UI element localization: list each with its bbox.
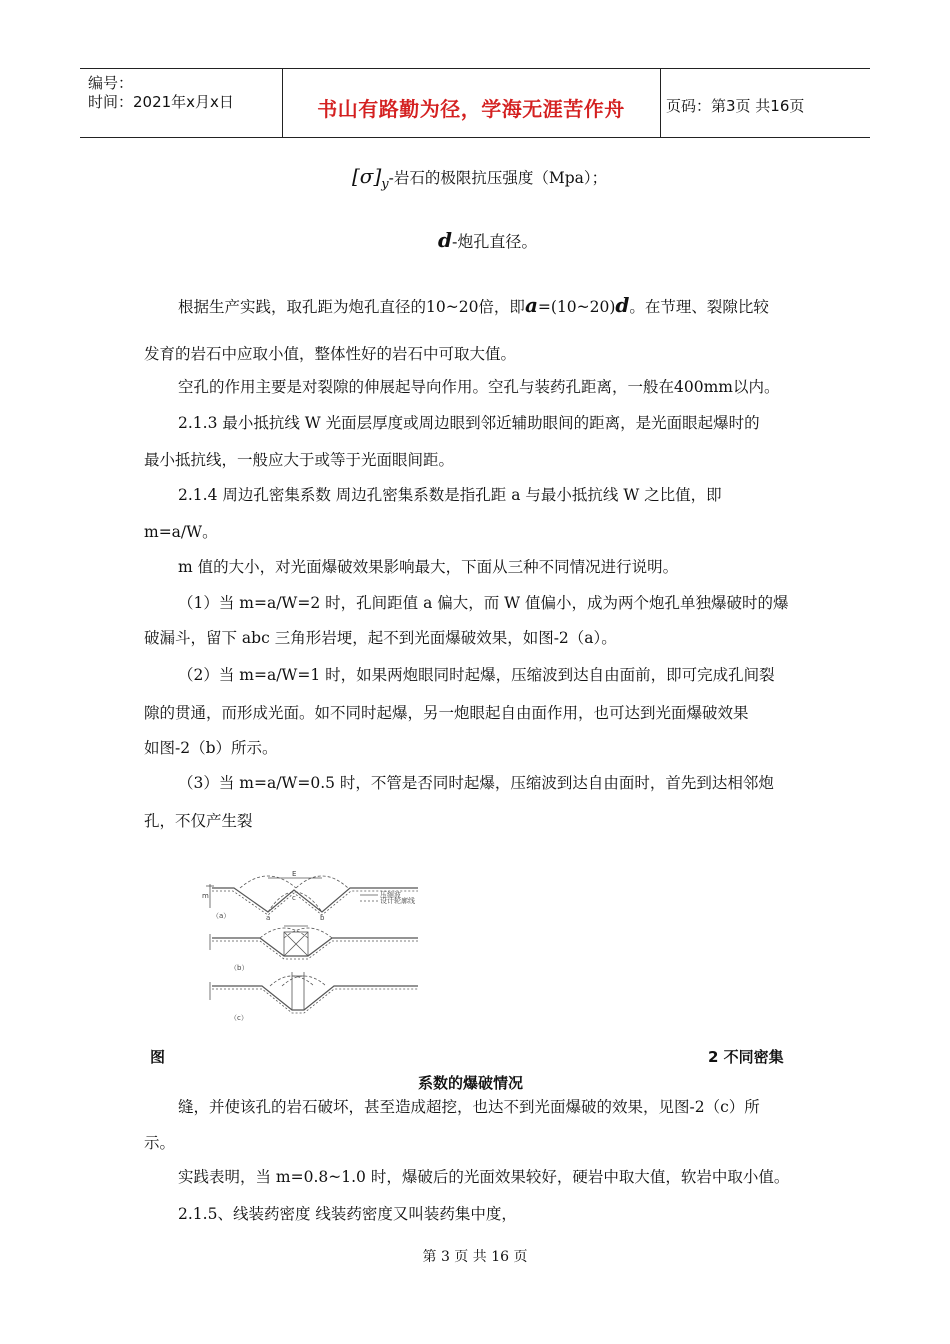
figure-caption-number: 2 不同密集 [708, 1048, 784, 1066]
page-footer: 第 3 页 共 16 页 [422, 1249, 528, 1265]
figure-caption-prefix: 图 [150, 1048, 166, 1066]
figure-legend-compression-wave: 压缩波 [380, 891, 401, 899]
figure-label-a: （a） [212, 912, 231, 920]
document-time-label: 时间：2021年x月x日 [88, 93, 234, 111]
figure-label-c: （c） [230, 1014, 248, 1022]
d-definition [438, 228, 537, 252]
paragraph-2: 空孔的作用主要是对裂隙的伸展起导向作用。空孔与装药孔距离，一般在400mm以内。 [178, 378, 780, 396]
paragraph-10: 实践表明，当 m=0.8~1.0 时，爆破后的光面效果较好，硬岩中取大值，软岩中取小值。 [178, 1168, 790, 1186]
figure-label-b: （b） [230, 964, 249, 972]
figure-dimension-m: m [202, 892, 209, 900]
paragraph-8-line-2: 孔，不仅产生裂 [144, 812, 253, 830]
paragraph-7-line-2: 隙的贯通，而形成光面。如不同时起爆，另一炮眼起自由面作用，也可达到光面爆破效果 [144, 704, 749, 722]
text-segment: 。在节理、裂隙比较 [629, 298, 769, 316]
header-motto-cell [282, 69, 661, 137]
page-header [80, 68, 870, 138]
header-motto: 书山有路勤为径，学海无涯苦作舟 [317, 97, 625, 121]
text-segment: 根据生产实践，取孔距为炮孔直径的10~20倍，即 [178, 298, 525, 316]
figure-caption-title: 系数的爆破情况 [418, 1074, 524, 1092]
figure-point-c: c [292, 894, 296, 902]
blasting-figure [200, 868, 440, 1028]
paragraph-6-line-1: （1）当 m=a/W=2 时，孔间距值 a 偏大，而 W 值偏小，成为两个炮孔单独爆破时的爆 [178, 594, 789, 612]
paragraph-7-line-3: 如图-2（b）所示。 [144, 739, 278, 757]
figure-point-a: a [266, 914, 271, 922]
sigma-definition [352, 164, 607, 192]
paragraph-7-line-1: （2）当 m=a/W=1 时，如果两炮眼同时起爆，压缩波到达自由面前，即可完成孔间裂 [178, 666, 775, 684]
header-meta-cell [80, 69, 283, 137]
paragraph-3-line-2: 最小抵抗线，一般应大于或等于光面眼间距。 [144, 451, 455, 469]
blasting-diagram [200, 868, 440, 1028]
symbol-d: d [615, 293, 630, 317]
figure-point-b: b [320, 914, 325, 922]
d-description: -炮孔直径。 [451, 232, 538, 251]
paragraph-4-line-1: 2.1.4 周边孔密集系数 周边孔密集系数是指孔距 a 与最小抵抗线 W 之比值，即 [178, 486, 722, 504]
sigma-description: -岩石的极限抗压强度（Mpa）； [388, 169, 608, 187]
text-segment: =(10~20) [537, 298, 616, 316]
header-page-number: 页码：第3页 共16页 [666, 97, 805, 115]
paragraph-4-line-2: m=a/W。 [144, 523, 218, 541]
symbol-a: a [524, 293, 538, 317]
d-symbol: d [438, 228, 452, 252]
paragraph-8-line-1: （3）当 m=a/W=0.5 时，不管是否同时起爆，压缩波到达自由面时，首先到达相邻炮 [178, 774, 774, 792]
paragraph-1-line-1 [178, 294, 769, 318]
paragraph-11: 2.1.5、线装药密度 线装药密度又叫装药集中度， [178, 1205, 517, 1223]
paragraph-1-line-2: 发育的岩石中应取小值，整体性好的岩石中可取大值。 [144, 345, 517, 363]
sigma-subscript: y [381, 177, 389, 192]
figure-dimension-e: E [292, 870, 297, 878]
paragraph-9-line-1: 缝，并使该孔的岩石破坏，甚至造成超挖，也达不到光面爆破的效果，见图-2（c）所 [178, 1098, 760, 1116]
document-number-label: 编号： [88, 74, 134, 92]
paragraph-3-line-1: 2.1.3 最小抵抗线 W 光面层厚度或周边眼到邻近辅助眼间的距离，是光面眼起爆时的 [178, 414, 760, 432]
paragraph-9-line-2: 示。 [144, 1134, 176, 1152]
sigma-symbol: [σ] [352, 164, 382, 188]
figure-legend-design-contour: 设计轮廓线 [380, 897, 415, 905]
header-page-cell [660, 69, 870, 137]
paragraph-5: m 值的大小，对光面爆破效果影响最大，下面从三种不同情况进行说明。 [178, 558, 679, 576]
paragraph-6-line-2: 破漏斗，留下 abc 三角形岩埂，起不到光面爆破效果，如图-2（a）。 [144, 629, 617, 647]
